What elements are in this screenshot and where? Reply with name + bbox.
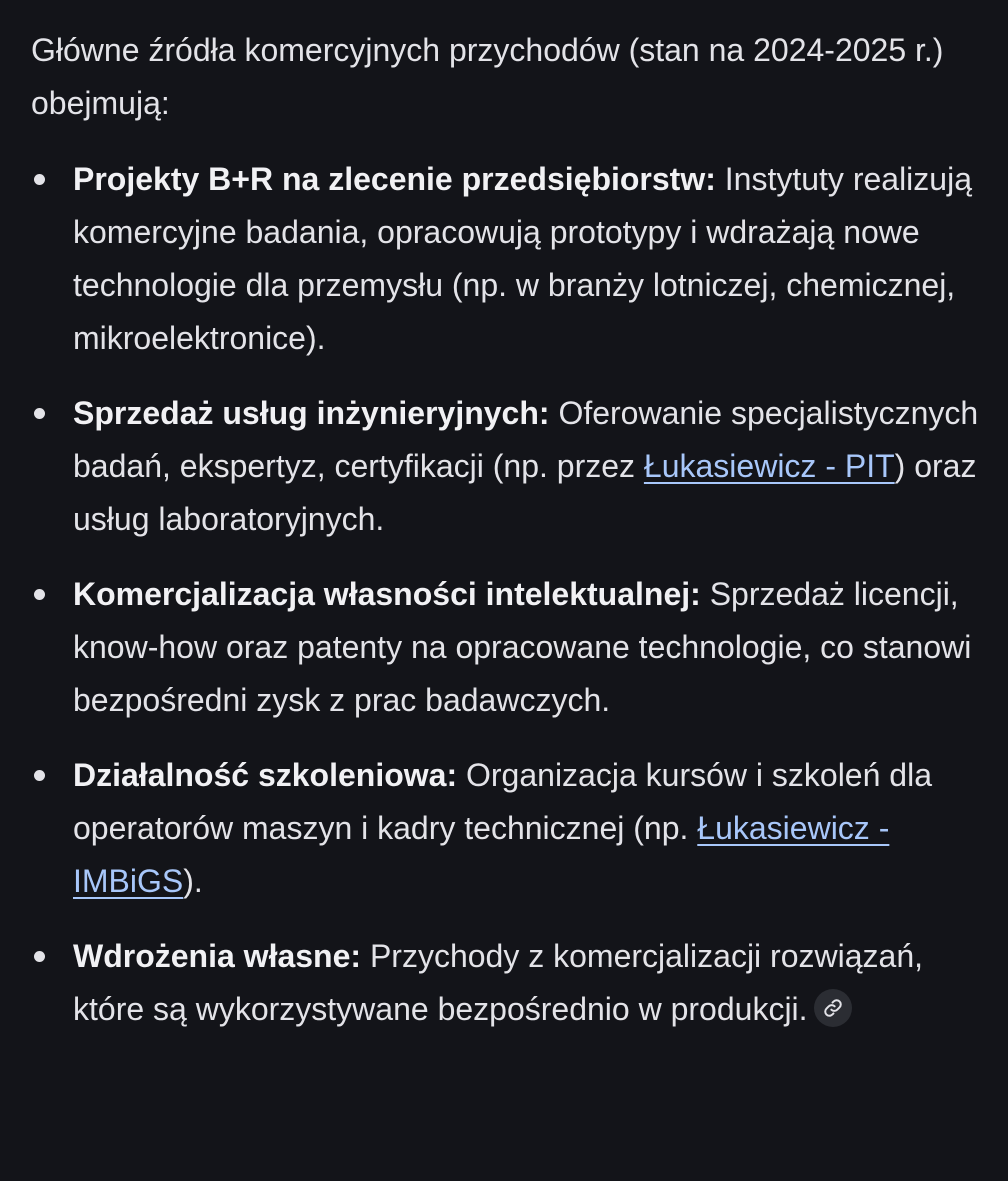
list-item-text: ) oraz usług laboratoryjnych. (73, 448, 977, 537)
bullet-icon (34, 589, 45, 600)
bullet-icon (34, 408, 45, 419)
source-link-button[interactable] (814, 989, 852, 1027)
list-item-title: Projekty B+R na zlecenie przedsiębiorstw: (73, 161, 716, 197)
list-item-rd-projects (31, 153, 981, 365)
list-item-text: Sprzedaż licencji, know-how oraz patenty na opracowane technologie, co stanowi bezpośredni zysk z prac badawczych. (73, 576, 972, 718)
bullet-icon (34, 951, 45, 962)
list-item-own-implementations (31, 930, 981, 1036)
link-lukasiewicz-pit[interactable]: Łukasiewicz - PIT (643, 448, 895, 484)
revenue-sources-list (31, 153, 981, 1036)
list-item-ip-commercialization (31, 568, 981, 727)
list-item-title: Wdrożenia własne: (73, 938, 362, 974)
list-item-engineering-services (31, 387, 981, 546)
list-item-text: Organizacja kursów i szkoleń dla operatorów maszyn i kadry technicznej (np. (73, 757, 932, 846)
bullet-icon (34, 770, 45, 781)
list-item-text: Oferowanie specjalistycznych badań, ekspertyz, certyfikacji (np. przez (73, 395, 979, 484)
intro-paragraph: Główne źródła komercyjnych przychodów (stan na 2024-2025 r.) obejmują: (31, 32, 944, 121)
list-item-text: Przychody z komercjalizacji rozwiązań, które są wykorzystywane bezpośrednio w produkcji. (73, 938, 923, 1027)
list-item-text: ). (183, 863, 203, 899)
link-lukasiewicz-imbigs[interactable]: Łukasiewicz - IMBiGS (73, 810, 890, 899)
list-item-title: Sprzedaż usług inżynieryjnych: (73, 395, 550, 431)
bullet-icon (34, 174, 45, 185)
list-item-title: Komercjalizacja własności intelektualnej: (73, 576, 701, 612)
list-item-title: Działalność szkoleniowa: (73, 757, 458, 793)
response-content (31, 24, 981, 1058)
list-item-text: Instytuty realizują komercyjne badania, opracowują prototypy i wdrażają nowe technologie dla przemysłu (np. w branży lotniczej, chemicznej, mikroelektronice). (73, 161, 972, 356)
list-item-training (31, 749, 981, 908)
link-icon (823, 998, 843, 1018)
